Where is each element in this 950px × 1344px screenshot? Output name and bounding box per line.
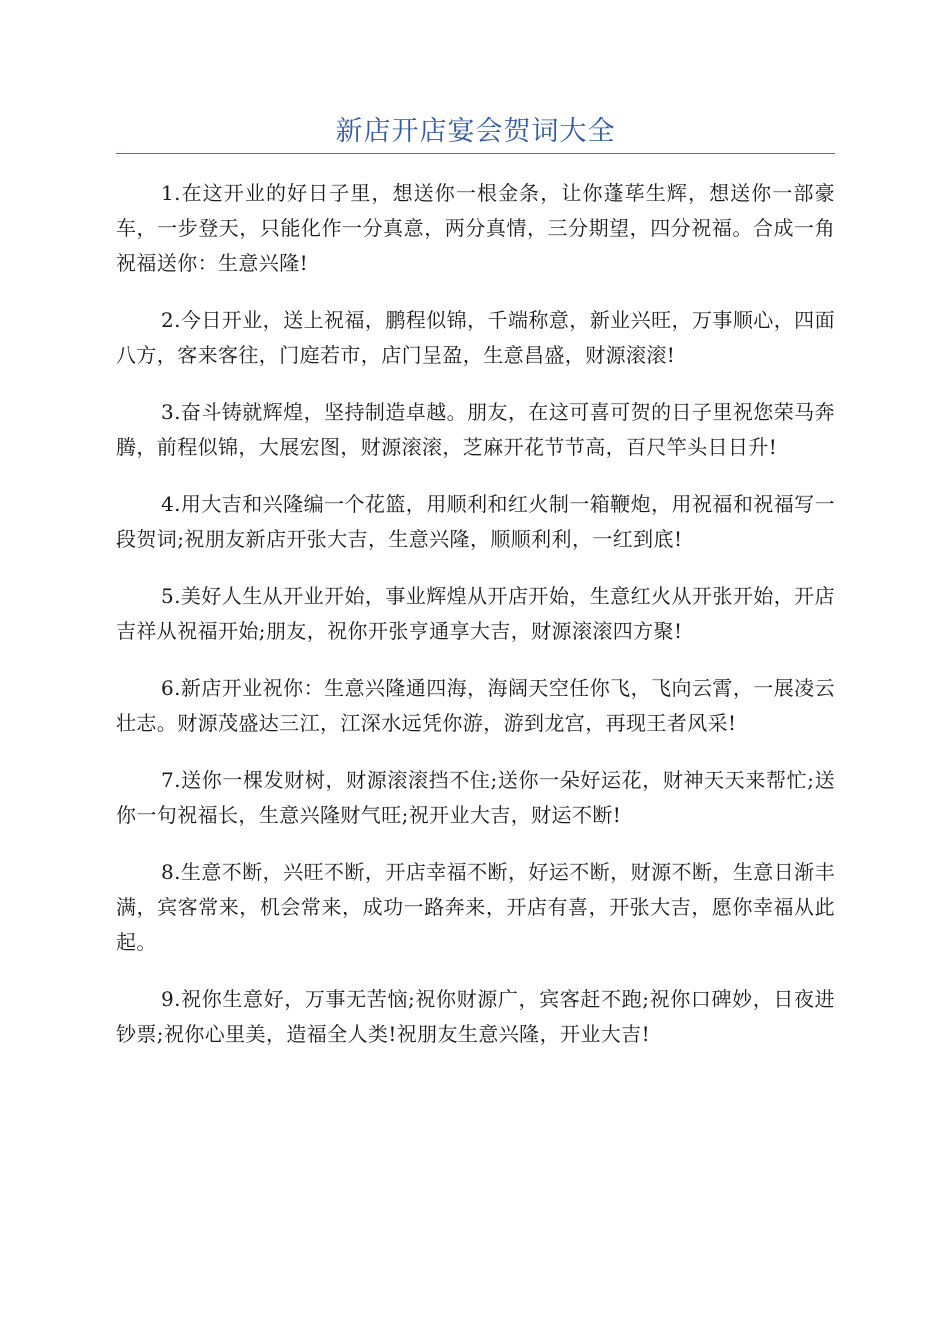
paragraph-4: 4.用大吉和兴隆编一个花篮，用顺利和红火制一箱鞭炮，用祝福和祝福写一段贺词;祝朋友新店开张大吉，生意兴隆，顺顺利利，一红到底! [116,492,835,551]
paragraph-9: 9.祝你生意好，万事无苦恼;祝你财源广，宾客赶不跑;祝你口碑妙，日夜进钞票;祝你心里美，造福全人类!祝朋友生意兴隆，开业大吉! [116,987,835,1046]
page-title: 新店开店宴会贺词大全 [335,116,616,147]
paragraph-8: 8.生意不断，兴旺不断，开店幸福不断，好运不断，财源不断，生意日渐丰满，宾客常来，机会常来，成功一路奔来，开店有喜，开张大吉，愿你幸福从此起。 [116,860,835,954]
paragraph-3: 3.奋斗铸就辉煌，坚持制造卓越。朋友，在这可喜可贺的日子里祝您荣马奔腾，前程似锦，大展宏图，财源滚滚，芝麻开花节节高，百尺竿头日日升! [116,400,835,459]
paragraph-2: 2.今日开业，送上祝福，鹏程似锦，千端称意，新业兴旺，万事顺心，四面八方，客来客往，门庭若市，店门呈盈，生意昌盛，财源滚滚! [116,308,835,367]
paragraph-5: 5.美好人生从开业开始，事业辉煌从开店开始，生意红火从开张开始，开店吉祥从祝福开始;朋友，祝你开张亨通享大吉，财源滚滚四方聚! [116,584,835,643]
paragraph-6: 6.新店开业祝你：生意兴隆通四海，海阔天空任你飞，飞向云霄，一展凌云壮志。财源茂盛达三江，江深水远凭你游，游到龙宫，再现王者风采! [116,676,835,735]
paragraph-1: 1.在这开业的好日子里，想送你一根金条，让你蓬荜生辉，想送你一部豪车，一步登天，只能化作一分真意，两分真情，三分期望，四分祝福。合成一角祝福送你：生意兴隆! [116,181,835,275]
title-underline [116,153,835,154]
document-body [116,176,835,1074]
paragraph-7: 7.送你一棵发财树，财源滚滚挡不住;送你一朵好运花，财神天天来帮忙;送你一句祝福长，生意兴隆财气旺;祝开业大吉，财运不断! [116,768,835,827]
